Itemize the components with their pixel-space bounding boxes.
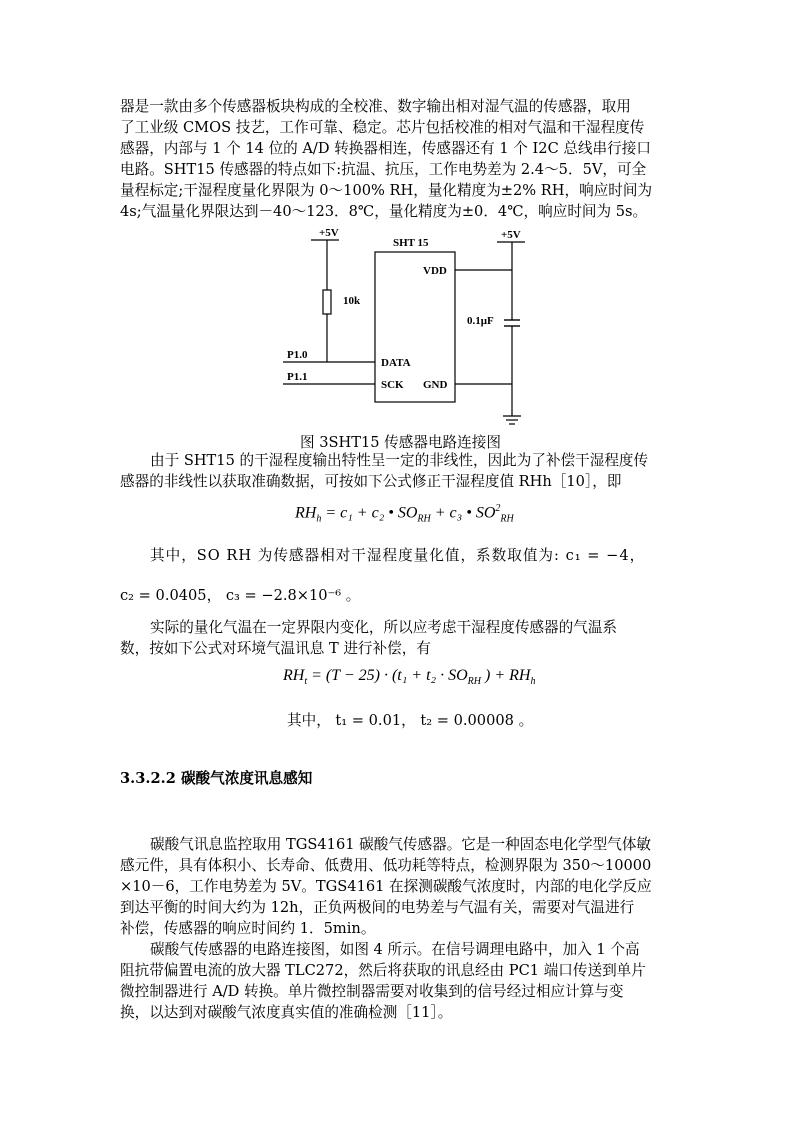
formula-rh-h: $RH_h = c_1 + c_2$ • $SO_{RH} + c_3$ • $SO^2_{RH}$ — [295, 503, 514, 525]
data-pin-label: DATA — [381, 357, 411, 369]
text-line: 器是一款由多个传感器板块构成的全校准、数字输出相对湿气温的传感器，取用 — [120, 98, 631, 115]
formula-constants: 其中， t₁ = 0.01， t₂ = 0.00008 。 — [287, 712, 534, 729]
sck-pin-label: SCK — [381, 379, 404, 391]
text-line: 数，按如下公式对环境气温讯息 T 进行补偿，有 — [120, 640, 431, 657]
text-line: 阻抗带偏置电流的放大器 TLC272，然后将获取的讯息经由 PC1 端口传送到单片 — [120, 962, 646, 979]
p11-label: P1.1 — [287, 371, 308, 383]
text-line: 到达平衡的时间大约为 12h，正负两极间的电势差与气温有关，需要对气温进行 — [120, 899, 635, 916]
text-line: 实际的量化气温在一定界限内变化，所以应考虑干湿程度传感器的气温系 — [150, 619, 618, 636]
text-line: 补偿，传感器的响应时间约 1．5min。 — [120, 920, 376, 937]
text-line: 换，以达到对碳酸气浓度真实值的准确检测［11］。 — [120, 1004, 453, 1021]
text-line: 电路。SHT15 传感器的特点如下:抗温、抗压，工作电势差为 2.4～5．5V，可全 — [120, 161, 647, 178]
text-line: 感器的非线性以获取准确数据，可按如下公式修正干湿程度值 RHh［10］，即 — [120, 473, 622, 490]
capacitor-label: 0.1μF — [467, 315, 494, 327]
resistor-label: 10k — [343, 295, 361, 307]
text-line: 碳酸气讯息监控取用 TGS4161 碳酸气传感器。它是一种固态电化学型气体敏 — [150, 836, 652, 853]
text-line: 其中，SO RH 为传感器相对干湿程度量化值，系数取值为: c₁ = −4， — [150, 547, 646, 564]
vdd-pin-label: VDD — [423, 265, 447, 277]
gnd-pin-label: GND — [423, 379, 448, 391]
p10-label: P1.0 — [287, 349, 308, 361]
text-line: 了工业级 CMOS 技艺，工作可靠、稳定。芯片包括校准的相对气温和干湿程度传 — [120, 119, 645, 136]
text-line: 感元件，具有体积小、长寿命、低费用、低功耗等特点，检测界限为 350～10000 — [120, 857, 652, 874]
text-line: 碳酸气传感器的电路连接图，如图 4 所示。在信号调理电路中，加入 1 个高 — [150, 941, 640, 958]
vcc-right-label: +5V — [501, 229, 521, 241]
figure-caption: 图 3SHT15 传感器电路连接图 — [300, 434, 501, 451]
vcc-left-label: +5V — [319, 227, 339, 239]
text-line: c₂ = 0.0405， c₃ = −2.8×10⁻⁶ 。 — [120, 587, 361, 604]
circuit-diagram — [283, 224, 533, 432]
text-line: 由于 SHT15 的干湿程度输出特性呈一定的非线性，因此为了补偿干湿程度传 — [150, 452, 649, 469]
text-line: ×10－6，工作电势差为 5V。TGS4161 在探测碳酸气浓度时，内部的电化学反应 — [120, 878, 652, 895]
text-line: 感器，内部与 1 个 14 位的 A/D 转换器相连，传感器还有 1 个 I2C 总线串行接口 — [120, 140, 651, 157]
section-heading: 3.3.2.2 碳酸气浓度讯息感知 — [120, 770, 313, 787]
text-line: 4s;气温量化界限达到－40～123．8℃，量化精度为±0．4℃，响应时间为 5s。 — [120, 203, 648, 220]
text-line: 微控制器进行 A/D 转换。单片微控制器需要对收集到的信号经过相应计算与变 — [120, 983, 624, 1000]
formula-rh-t: $RH_t = (T - 25) \cdot (t_1 + t_2 \cdot SO_{RH}$ ) + $RH_h$ — [283, 667, 536, 688]
chip-label: SHT 15 — [393, 237, 429, 249]
text-line: 量程标定;干湿程度量化界限为 0～100% RH，量化精度为±2% RH，响应时间为 — [120, 182, 653, 199]
